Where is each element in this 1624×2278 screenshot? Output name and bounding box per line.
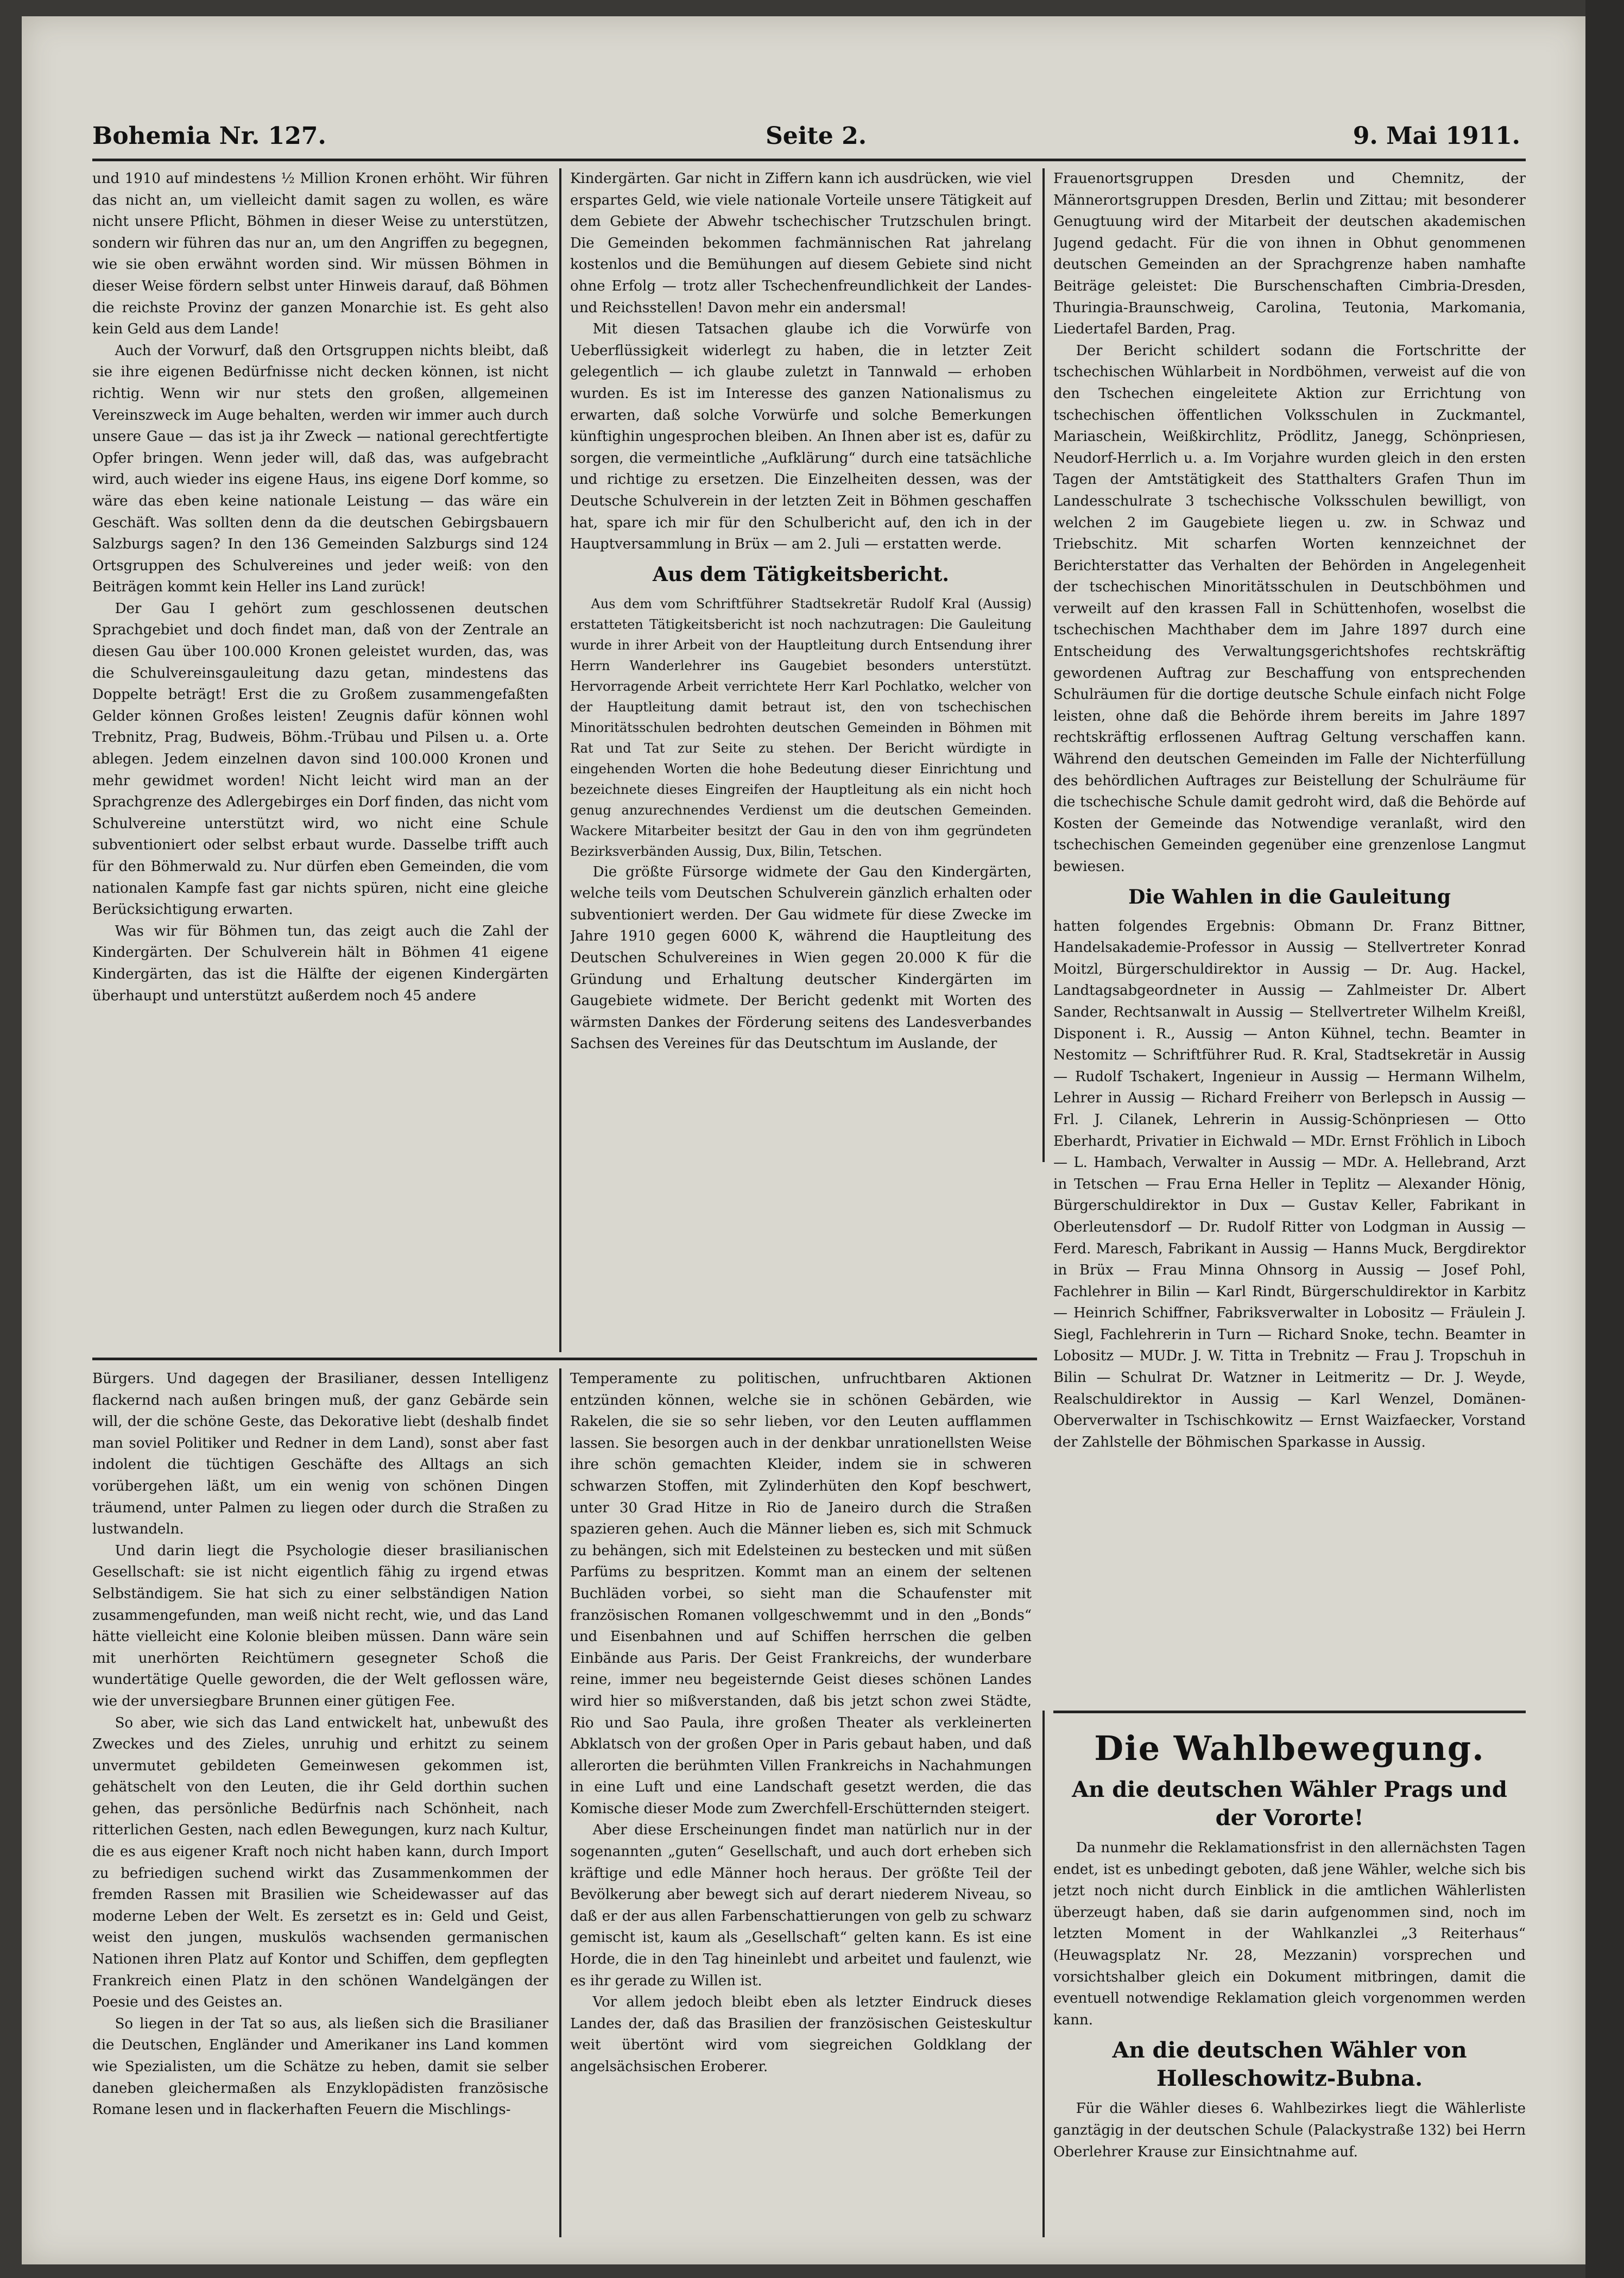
paragraph: Frauenortsgruppen Dresden und Chemnitz, der Männerortsgruppen Dresden, Berlin und Zittau; mit besonderer Genugtuung wird der Mitarbeit der deutschen akademischen Jugend gedacht. Für die von ihnen in Obhut genommenen deutschen Gemeinden an der Sprachgrenze haben namhafte Beiträge geleistet: Die Burschenschaften Cimbria-Dresden, Thuringia-Braunschweig, Carolina, Teutonia, Markomania, Liedertafel Barden, Prag. [1053, 171, 1526, 338]
column-divider [559, 1368, 561, 2237]
election-subheading: An die deutschen Wähler Prags und der Vororte! [1072, 1777, 1507, 1831]
paragraph: Bürgers. Und dagegen der Brasilianer, dessen Intelligenz flackernd nach außen bringen muß, der ganz Gebärde sein will, der die schöne Geste, das Dekorative liebt (deshalb findet man soviel Politiker und Redner in dem Land), sonst aber fast indolent die tüchtigen Geschäfte des Alltags an sich vorübergehen läßt, um ein wenig von schönen Dingen träumend, unter Palmen zu liegen oder durch die Straßen zu lustwandeln. [92, 1371, 548, 1538]
paragraph: Temperamente zu politischen, unfruchtbaren Aktionen entzünden können, welche sie in schönen Gebärden, wie Rakelen, die sie so sehr lieben, vor den Leuten aufflammen lassen. Sie besorgen auch in der denkbar unrationellsten Weise ihre schön gemachten Kleider, indem sie in schweren schwarzen Stoffen, mit Zylinderhüten den Kopf beschwert, unter 30 Grad Hitze in Rio de Janeiro durch die Straßen spazieren gehen. Auch die Männer lieben es, sich mit Schmuck zu behängen, sich mit Edelsteinen zu bestecken und mit süßen Parfüms zu bespritzen. Kommt man an einem der seltenen Buchläden vorbei, so sieht man die Schaufenster mit französischen Romanen vollgeschwemmt und in den „Bonds“ und Eisenbahnen und auf Schiffen herrschen die gelben Einbände aus Paris. Der Geist Frankreichs, der wunderbare reine, immer neu begeisternde Geist dieses schönen Landes wird hier so mißverstanden, daß bis jetzt schon zwei Städte, Rio und Sao Paula, ihre großen Theater als verkleinerten Abklatsch von der großen Oper in Paris gebaut haben, und daß allerorten die berühmten Villen Frankreichs in Nachahmungen in eine Luft und eine Landschaft gesetzt werden, die das Komische dieser Mode zum Zwerchfell-Erschütternden steigert. [570, 1371, 1032, 1817]
paragraph: Und darin liegt die Psychologie dieser brasilianischen Gesellschaft: sie ist nicht eigentlich fähig zu irgend etwas Selbständigem. Sie hat sich zu einer selbständigen Nation zusammengefunden, man weiß nicht recht, wie, und das Land hätte vielleicht eine Kolonie bleiben müssen. Dann wäre sein mit unerhörten Reichtümern gesegneter Schoß die wundertätige Quelle geworden, die der Welt geflossen wäre, wie der unversiegbare Brunnen einer gütigen Fee. [92, 1542, 548, 1709]
paragraph: und 1910 auf mindestens ½ Million Kronen erhöht. Wir führen das nicht an, um vielleicht damit sagen zu wollen, es wäre nicht unsere Pflicht, Böhmen in dieser Weise zu unterstützen, sondern wir führen das nur an, um den Angriffen zu begegnen, wie sie oben erwähnt worden sind. Wir müssen Böhmen in dieser Weise fördern selbst unter Hinweis darauf, daß Böhmen die reichste Provinz der ganzen Monarchie ist. Es geht also kein Geld aus dem Lande! [92, 171, 548, 338]
paragraph: So liegen in der Tat so aus, als ließen sich die Brasilianer die Deutschen, Engländer und Amerikaner ins Land kommen wie Spezialisten, um die Schätze zu heben, damit sie selber daneben gleichermaßen als Enzyklopädisten französische Romane lesen und in flackerhaften Feuern die Mischlings- [92, 2015, 548, 2118]
newspaper-page [22, 16, 1585, 2264]
paragraph: Mit diesen Tatsachen glaube ich die Vorwürfe von Ueberflüssigkeit widerlegt zu haben, die in letzter Zeit gelegentlich — ich glaube zuletzt in Tannwald — erhoben wurden. Es ist im Interesse des ganzen Nationalismus zu erwarten, daß solche Vorwürfe und solche Bemerkungen künftighin ungesprochen bleiben. An Ihnen aber ist es, dafür zu sorgen, die vermeintliche „Aufklärung“ durch eine tatsächliche und richtige zu ersetzen. Die Einzelheiten dessen, was der Deutsche Schulverein in der letzten Zeit in Böhmen geschaffen hat, spare ich mir für den Schulbericht auf, den ich in der Hauptversammlung in Brüx — am 2. Juli — erstatten werde. [570, 321, 1032, 553]
paragraph: So aber, wie sich das Land entwickelt hat, unbewußt des Zweckes und des Zieles, unruhig und erhitzt zu seinem unvermutet gebildeten Gemeinwesen gekommen ist, gehätschelt von den Leuten, die ihr Geld dorthin suchen gehen, das persönliche Bedürfnis nach Schönheit, nach ritterlichen Gesten, nach edlen Bewegungen, kurz nach Kultur, die es aus eigener Kraft noch nicht haben kann, durch Import zu befriedigen suchend wirkt das Zusammenkommen der fremden Rassen mit Brasilien wie Scheidewasser auf das moderne Leben der Welt. Es zersetzt es in: Geld und Geist, weist den jungen, muskulös wachsenden germanischen Nationen ihren Platz auf Kontor und Schiffen, dem gepflegten Frankreich einen Platz in den schönen Wandelgängen der Poesie und des Geistes an. [92, 1714, 548, 2011]
paragraph: Da nunmehr die Reklamationsfrist in den allernächsten Tagen endet, ist es unbedingt geboten, daß jene Wähler, welche sich bis jetzt noch nicht durch Einblick in die amtlichen Wählerlisten überzeugt haben, daß sie darin aufgenommen sind, noch im letzten Moment in der Wahlkanzlei „3 Reiterhaus“ (Heuwagsplatz Nr. 28, Mezzanin) vorsprechen und vorsichtshalber gleich ein Dokument mitbringen, damit die eventuell notwendige Reklamation gleich vorgenommen werden kann. [1053, 1840, 1526, 2028]
section-rule [1053, 1711, 1526, 1713]
page-header [92, 122, 1520, 160]
top-column-3 [1053, 168, 1526, 1705]
masthead-issue: Bohemia Nr. 127. [92, 122, 326, 150]
paragraph: Auch der Vorwurf, daß den Ortsgruppen nichts bleibt, daß sie ihre eigenen Bedürfnisse nicht decken können, ist nicht richtig. Wenn wir nur stets den großen, allgemeinen Vereinszweck im Auge behalten, werden wir immer auch durch unsere Gaue — das ist ja ihr Zweck — national gerechtfertigte Opfer bringen. Wenn jeder will, daß das, was aufgebracht wird, auch wieder ins eigene Haus, ins eigene Dorf komme, so wäre das eben keine nationale Leistung — das wäre ein Geschäft. Was sollten denn da die deutschen Gebirgsbauern Salzburgs sagen? In den 136 Gemeinden Salzburgs sind 124 Ortsgruppen des Schulvereines und jeder weiß: von den Beiträgen kommt kein Heller ins Land zurück! [92, 342, 548, 596]
section-heading: Die Wahlen in die Gauleitung [1128, 885, 1451, 908]
section-rule [92, 1358, 1037, 1360]
bottom-column-2 [570, 1368, 1032, 2237]
paragraph: Kindergärten. Gar nicht in Ziffern kann ich ausdrücken, wie viel erspartes Geld, wie viele nationale Vorteile unsere Tätigkeit auf dem Gebiete der Abwehr tschechischer Trutzschulen bringt. Die Gemeinden bekommen fachmännischen Rat jahrelang kostenlos und die Bemühungen auf diesem Gebiete sind nicht ohne Erfolg — trotz aller Tschechenfreundlichkeit der Landes- und Reichsstellen! Davon mehr ein andersmal! [570, 171, 1032, 316]
column-divider [1042, 168, 1045, 1162]
paragraph: hatten folgendes Ergebnis: Obmann Dr. Franz Bittner, Handelsakademie-Professor in Aussig — Stellvertreter Konrad Moitzl, Bürgerschuldirektor in Aussig — Dr. Aug. Hackel, Landtagsabgeordneter in Aussig — Zahlmeister Dr. Albert Sander, Rechtsanwalt in Aussig — Stellvertreter Wilhelm Kreißl, Disponent i. R., Aussig — Anton Kühnel, techn. Beamter in Nestomitz — Schriftführer Rud. R. Kral, Stadtsekretär in Aussig — Rudolf Tschakert, Ingenieur in Aussig — Hermann Wilhelm, Lehrer in Aussig — Richard Freiherr von Berlepsch in Aussig — Frl. J. Cilanek, Lehrerin in Aussig-Schönpriesen — Otto Eberhardt, Privatier in Eichwald — MDr. Ernst Fröhlich in Liboch — L. Hambach, Verwalter in Aussig — MDr. A. Hellebrand, Arzt in Tetschen — Frau Erna Heller in Teplitz — Alexander Hönig, Bürgerschuldirektor in Dux — Gustav Keller, Fabrikant in Oberleutensdorf — Dr. Rudolf Ritter von Lodgman in Aussig — Ferd. Maresch, Fabrikant in Aussig — Hanns Muck, Bergdirektor in Brüx — Frau Minna Ohnsorg in Aussig — Josef Pohl, Fachlehrer in Bilin — Karl Rindt, Bürgerschuldirektor in Karbitz — Heinrich Schiffner, Fabriksverwalter in Lobositz — Fräulein J. Siegl, Fachlehrerin in Turn — Richard Snoke, techn. Beamter in Lobositz — MUDr. J. W. Titta in Trebnitz — Frau J. Tropschuh in Bilin — Schulrat Dr. Watzner in Leitmeritz — Dr. J. Weyde, Realschuldirektor in Aussig — Karl Wenzel, Domänen-Oberverwalter in Tschischkowitz — Ernst Waizfaecker, Vorstand der Zahlstelle der Böhmischen Sparkasse in Aussig. [1053, 918, 1526, 1450]
top-column-1 [92, 168, 548, 1352]
paragraph: Die größte Fürsorge widmete der Gau den Kindergärten, welche teils vom Deutschen Schulverein gänzlich erhalten oder subventioniert werden. Der Gau widmete für diese Zwecke im Jahre 1910 gegen 6000 K, während die Hauptleitung des Deutschen Schulvereines in Wien gegen 20.000 K für die Gründung und Erhaltung deutscher Kindergärten im Gaugebiete widmete. Der Bericht gedenkt mit Worten des wärmsten Dankes der Förderung seitens des Landesverbandes Sachsen des Vereines für das Deutschtum im Auslande, der [570, 863, 1032, 1052]
header-rule [92, 159, 1526, 161]
paragraph: Aber diese Erscheinungen findet man natürlich nur in der sogenannten „guten“ Gesellschaft, und auch dort erheben sich kräftige und edle Männer hoch heraus. Der größte Teil der Bevölkerung aber bewegt sich auf derart niederem Niveau, so daß er der aus allen Farbenschattierungen von gelb zu schwarz gemischt ist, kaum als „Gesellschaft“ gelten kann. Es ist eine Horde, die in den Tag hineinlebt und arbeitet und faulenzt, wie es ihr gerade zu Willen ist. [570, 1822, 1032, 1989]
paragraph: Aus dem vom Schriftführer Stadtsekretär Rudolf Kral (Aussig) erstatteten Tätigkeitsbericht ist noch nachzutragen: Die Gauleitung wurde in ihrer Arbeit von der Hauptleitung durch Entsendung ihrer Herrn Wanderlehrer ins Gaugebiet besonders unterstützt. Hervorragende Arbeit verrichtete Herr Karl Pochlatko, welcher von der Hauptleitung damit betraut ist, den von tschechischen Minoritätsschulen bedrohten deutschen Gemeinden in Böhmen mit Rat und Tat zur Seite zu stehen. Der Bericht würdigte in eingehenden Worten die hohe Bedeutung dieser Einrichtung und bezeichnete dieses Eingreifen der Hauptleitung als ein nicht hoch genug anzurechnendes Verdienst um die deutschen Gemeinden. Wackere Mitarbeiter besitzt der Gau in den von ihm gegründeten Bezirksverbänden Aussig, Dux, Bilin, Tetschen. [570, 596, 1032, 859]
bottom-column-1 [92, 1368, 548, 2237]
section-heading: Aus dem Tätigkeitsbericht. [653, 563, 949, 586]
paragraph: Was wir für Böhmen tun, das zeigt auch die Zahl der Kindergärten. Der Schulverein hält in Böhmen 41 eigene Kindergärten, das ist die Hälfte der eigenen Kindergärten überhaupt und unterstützt außerdem noch 45 andere [92, 923, 548, 1004]
page-number: Seite 2. [766, 122, 867, 150]
paragraph: Für die Wähler dieses 6. Wahlbezirkes liegt die Wählerliste ganztägig in der deutschen Schule (Palackystraße 132) bei Herrn Oberlehrer Krause zur Einsichtnahme auf. [1053, 2100, 1526, 2160]
paragraph: Vor allem jedoch bleibt eben als letzter Eindruck dieses Landes der, daß das Brasilien der französischen Geisteskultur weit übertönt wird vom siegreichen Goldklang der angelsächsischen Eroberer. [570, 1994, 1032, 2075]
column-divider [1042, 1711, 1045, 2237]
issue-date: 9. Mai 1911. [1353, 122, 1520, 150]
column-divider [559, 168, 561, 1352]
election-subheading: An die deutschen Wähler von Holleschowitz-Bubna. [1112, 2037, 1467, 2092]
bottom-column-3 [1053, 1721, 1526, 2237]
election-heading: Die Wahlbewegung. [1094, 1728, 1485, 1768]
paragraph: Der Gau I gehört zum geschlossenen deutschen Sprachgebiet und doch findet man, daß von der Zentrale an diesen Gau über 100.000 Kronen geleistet wurden, das, was die Schulvereinsgauleitung dazu getan, mindestens das Doppelte beträgt! Erst die zu Großem zusammengefaßten Gelder können Großes leisten! Zeugnis dafür können wohl Trebnitz, Prag, Budweis, Böhm.-Trübau und Pilsen u. a. Orte ablegen. Jedem einzelnen davon sind 100.000 Kronen und mehr gewidmet worden! Nicht leicht wird man an der Sprachgrenze des Adlergebirges ein Dorf finden, das nicht vom Schulvereine unterstützt wird, wo nicht eine Schule subventioniert oder selbst erbaut wurde. Dasselbe trifft auch für den Böhmerwald zu. Nur dürfen eben Gemeinden, die vom nationalen Kampfe fast gar nichts spüren, nicht eine gleiche Berücksichtigung erwarten. [92, 600, 548, 918]
top-column-2 [570, 168, 1032, 1352]
scan-border [1585, 0, 1624, 2278]
paragraph: Der Bericht schildert sodann die Fortschritte der tschechischen Wühlarbeit in Nordböhmen, verweist auf die von den Tschechen eingeleitete Aktion zur Errichtung von tschechischen öffentlichen Volksschulen in Zuckmantel, Mariaschein, Weißkirchlitz, Prödlitz, Janegg, Schönpriesen, Neudorf-Herrlich u. a. Im Vorjahre wurden gleich in den ersten Tagen der Amtstätigkeit des Statthalters Grafen Thun im Landesschulrate 3 tschechische Volksschulen bewilligt, von welchen 2 im Gaugebiete liegen u. zw. in Schwaz und Triebschitz. Mit scharfen Worten kennzeichnet der Berichterstatter das Verhalten der Behörden in Angelegenheit der tschechischen Minoritätsschulen in Deutschböhmen und verweilt auf den krassen Fall in Schüttenhofen, woselbst die tschechischen Machthaber dem im Jahre 1897 durch eine Entscheidung des Verwaltungsgerichtshofes rechtskräftig gewordenen Auftrag zur Beschaffung von entsprechenden Schulräumen für die dortige deutsche Schule einfach nicht Folge leisten, ohne daß die Behörde ihrem bereits im Jahre 1897 rechtskräftig erflossenen Auftrag Geltung verschaffen kann. Während den deutschen Gemeinden im Falle der Nichterfüllung des behördlichen Auftrages zur Beistellung der Schulräume für die tschechische Schule damit gedroht wird, daß die Behörde auf Kosten der Gemeinde das Notwendige veranlaßt, wird den tschechischen Gemeinden gegenüber eine grenzenlose Langmut bewiesen. [1053, 342, 1526, 875]
